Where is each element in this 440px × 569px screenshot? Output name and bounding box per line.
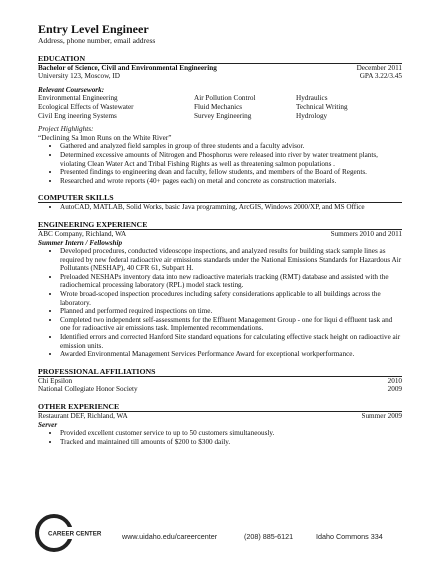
list-item: • Preloaded NESHAPs inventory data into new radioactive materials tracking (RMT) database and assisted with the radiochemical processing laboratory (RPL) model stack testing. [60,273,402,290]
affiliation-name: National Collegiate Honor Society [38,385,138,394]
list-item: • Researched and wrote reports (40+ pages each) on metal and concrete as construction materials. [60,177,402,186]
skills-bullets [38,203,402,212]
employment-dates: Summer 2009 [361,412,402,420]
other-experience-section [38,402,402,446]
list-item: • Planned and performed required inspections on time. [60,307,402,316]
course-item: Hydraulics [296,94,328,103]
affiliation-year: 2010 [387,376,402,385]
footer [0,510,440,550]
resume-content [38,23,402,446]
school: University 123, Moscow, ID [38,72,120,81]
footer-location: Idaho Commons 334 [316,532,383,541]
highlights-label: Project Highlights: [38,125,94,134]
affiliations-section [38,367,402,394]
course-item: Environmental Engineering [38,94,118,103]
experience-bullets [38,247,402,359]
education-title: EDUCATION [38,54,402,64]
degree-row [38,64,402,73]
resume-name: Entry Level Engineer [38,22,149,36]
engineering-experience-title: ENGINEERING EXPERIENCE [38,220,402,230]
list-item: • Gathered and analyzed field samples in group of three students and a faculty advisor. [60,142,402,151]
degree-date: December 2011 [356,63,402,72]
list-item: • Wrote broad-scoped inspection procedures including safety considerations applicable to all buildings across the laboratory. [60,290,402,307]
list-item: • Provided excellent customer service to up to 50 customers simultaneously. [60,429,402,438]
employment-dates: Summers 2010 and 2011 [330,229,402,238]
list-item: • AutoCAD, MATLAB, Solid Works, basic Java programming, ArcGIS, Windows 2000/XP, and MS Office [60,203,402,212]
job-role: Server [38,420,58,429]
list-item: • Identified errors and corrected Hanford Site standard equations for calculating effective stack height on radioactive air emission units. [60,333,402,350]
employer: Restaurant DEF, Richland, WA [38,412,128,420]
engineering-experience-section [38,220,402,359]
degree: Bachelor of Science, Civil and Environmental Engineering [38,63,217,72]
job-role: Summer Intern / Fellowship [38,238,123,247]
list-item: • Presented findings to engineering dean and faculty, fellow students, and members of the Board of Regents. [60,168,402,177]
other-experience-bullets [38,429,402,446]
computer-skills-section [38,193,402,212]
list-item: • Awarded Environmental Management Services Performance Award for exceptional workperformance. [60,350,402,359]
coursework-grid [38,94,402,120]
list-item: • Determined excessive amounts of Nitrogen and Phosphorus were released into river by water treatment plants, violating Clean Water Act and Tribal Fishing Rights as well as threatening salmon populations . [60,151,402,168]
employer: ABC Company, Richland, WA [38,229,127,238]
affiliations-title: PROFESSIONAL AFFILIATIONS [38,367,402,377]
coursework-label: Relevant Coursework: [38,85,105,94]
gpa: GPA 3.22/3.45 [359,72,402,81]
computer-skills-title: COMPUTER SKILLS [38,193,402,203]
course-item: Fluid Mechanics [194,102,243,111]
project-bullets [38,142,402,185]
course-item: Hydrology [296,111,328,120]
affiliation-row [38,385,402,394]
employer-row [38,230,402,239]
footer-phone: (208) 885-6121 [244,532,294,541]
logo-text: CAREER CENTER [48,530,102,538]
list-item: • Developed procedures, conducted videoscope inspections, and analyzed results for building stack sample lines as required by new federal radioactive air emissions standards under the National Emissions Standards for Hazardous Air Pollutants (NESHAP), 40 CFR 61, Subpart H. [60,247,402,273]
course-item: Survey Engineering [194,111,252,120]
school-row [38,72,402,81]
affiliation-row [38,377,402,386]
contact-line: Address, phone number, email address [38,36,156,45]
other-experience-title: OTHER EXPERIENCE [38,402,402,412]
affiliation-name: Chi Epsilon [38,376,73,385]
employer-row [38,412,402,421]
footer-website[interactable]: www.uidaho.edu/careercenter [122,532,218,541]
project-title: “Declining Sa lmon Runs on the White River” [38,133,172,142]
course-item: Ecological Effects of Wastewater [38,102,134,111]
career-center-logo [34,513,102,553]
list-item: • Completed two independent self-assessments for the Effluent Management Group - one for liqui d effluent task and one for radioactive air emissions task. Implemented recommendations. [60,316,402,333]
affiliation-year: 2009 [387,385,402,394]
list-item: • Tracked and maintained till amounts of $200 to $300 daily. [60,438,402,447]
course-item: Air Pollution Control [194,94,256,103]
course-item: Technical Writing [296,102,348,111]
course-item: Civil Eng ineering Systems [38,111,117,120]
education-section [38,54,402,186]
